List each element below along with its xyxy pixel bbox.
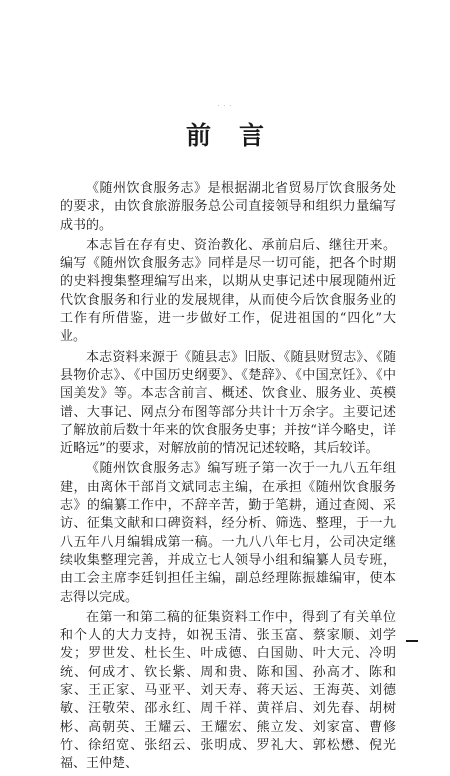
page-continuation-mark [406, 640, 418, 642]
paragraph: 本志旨在存有史、资治教化、承前启后、继往开来。编写《随州饮食服务志》同样是尽一切可能，把各个时期的史料搜集整理编写出来，以期从史事记述中展现随州近代饮食服务和行业的发展规律，从而使今后饮食服务业的工作有所借鉴，进一步做好工作，促进祖国的“四化”大业。 [60, 237, 396, 345]
body-text [60, 180, 396, 776]
paragraph: 《随州饮食服务志》编写班子第一次于一九八五年组建，由离休干部肖文斌同志主编，在承担《随州饮食服务志》的编纂工作中，不辞辛苦，勤于笔耕，通过查阅、采访、征集文献和口碑资料，经分析、筛选、整理，于一九八五年八月编辑成第一稿。一九八八年七月，公司决定继续收集整理完善，并成立七人领导小组和编纂人员专班，由工会主席李廷钊担任主编，副总经理陈振雄编审，使本志得以完成。 [60, 461, 396, 605]
paragraph: 《随州饮食服务志》是根据湖北省贸易厅饮食服务处的要求，由饮食旅游服务总公司直接领导和组织力量编写成书的。 [60, 181, 396, 233]
page-title: 前言 [185, 121, 292, 150]
paragraph: 本志资料来源于《随县志》旧版、《随县财贸志》、《随县物价志》、《中国历史纲要》、《楚辞》、《中国烹饪》、《中国美发》等。本志含前言、概述、饮食业、服务业、英模谱、大事记、网点分布图等部分共计十万余字。主要记述了解放前后数十年来的饮食服务史事；并按“详今略史，详近略远”的要求，对解放前的情况记述较略，其后较详。 [60, 349, 396, 457]
paragraph: 在第一和第二稿的征集资料工作中，得到了有关单位和个人的大力支持，如祝玉清、张玉富、蔡家顺、刘学发；罗世发、杜长生、叶成德、白国勋、叶大元、冷明统、何成才、钦长紫、周和贵、陈和国、孙高才、陈和家、王正家、马亚平、刘天寿、蒋天运、王海英、刘德敏、汪敬荣、邵永红、周千祥、黄祥启、刘先春、胡树彬、高朝英、王耀云、王耀宏、熊立发、刘家富、曹修竹、徐绍宽、张绍云、张明成、罗礼大、郭松懋、倪光福、王仲楚、 [60, 609, 396, 772]
page-stamp: · · · [217, 103, 233, 110]
